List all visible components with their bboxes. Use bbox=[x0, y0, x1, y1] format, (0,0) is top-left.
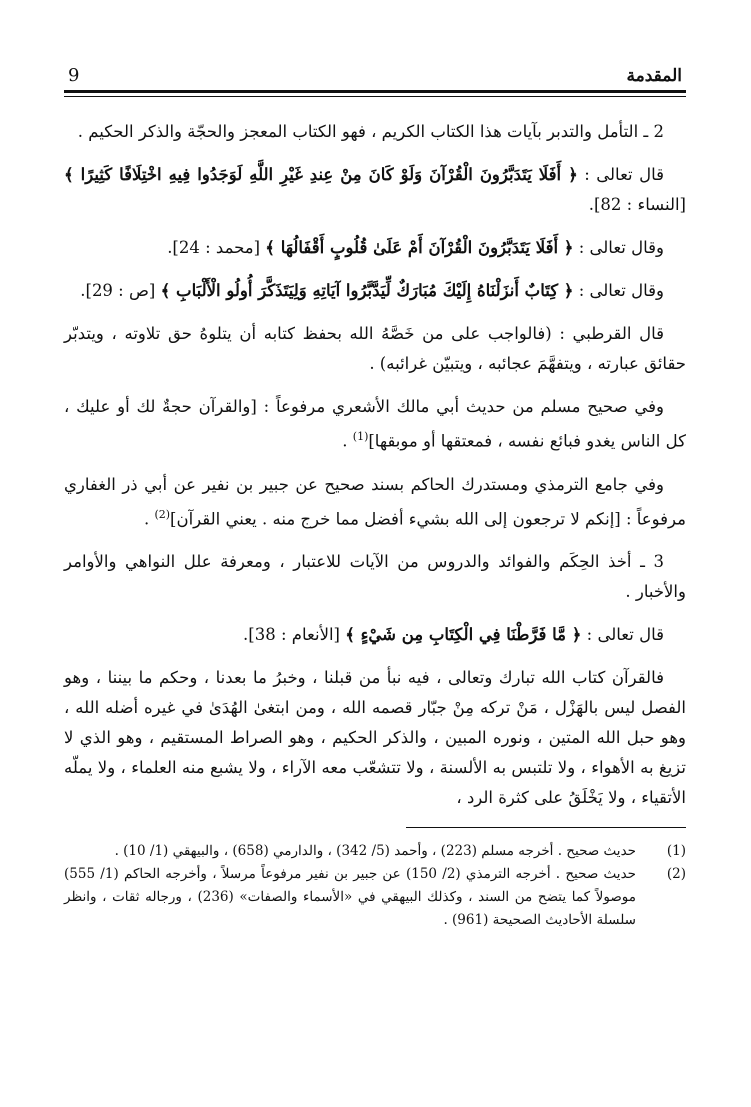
quran-verse: ﴿ مَّا فَرَّطْنَا فِي الْكِتَابِ مِن شَيْءٍ ﴾ bbox=[345, 625, 582, 644]
footnote-number: (2) bbox=[666, 866, 686, 882]
paragraph: قال القرطبي : (فالواجب على من خَصَّهُ الله بحفظ كتابه أن يتلوهُ حق تلاوته ، ويتدبّر حقائق عبارته ، ويتفهَّمَ عجائبه ، ويتبيّن غرائبه) . bbox=[64, 324, 686, 373]
chapter-title: المقدمة bbox=[626, 66, 682, 86]
verse-reference: [النساء : 82]. bbox=[588, 195, 686, 214]
footnote-number: (1) bbox=[666, 843, 686, 859]
paragraph-verse: وقال تعالى : ﴿ كِتَابٌ أَنزَلْنَاهُ إِلَيْكَ مُبَارَكٌ لِّيَدَّبَّرُوا آيَاتِهِ وَلِيَتَذَكَّرَ أُولُو الْأَلْبَابِ ﴾ [ص : 29]. bbox=[80, 281, 664, 300]
quran-verse: ﴿ أَفَلَا يَتَدَبَّرُونَ الْقُرْآنَ وَلَوْ كَانَ مِنْ عِندِ غَيْرِ اللَّهِ لَوَجَدُوا فِيهِ اخْتِلَافًا كَثِيرًا ﴾ bbox=[64, 165, 578, 184]
page-number: 9 bbox=[68, 65, 80, 86]
footnote-rule bbox=[406, 827, 686, 828]
paragraph: 3 ـ أخذ الحِكَم والفوائد والدروس من الآيات للاعتبار ، ومعرفة علل النواهي والأوامر والأخبار . bbox=[64, 552, 686, 601]
quran-verse: ﴿ كِتَابٌ أَنزَلْنَاهُ إِلَيْكَ مُبَارَكٌ لِّيَدَّبَّرُوا آيَاتِهِ وَلِيَتَذَكَّرَ أُولُو الْأَلْبَابِ ﴾ bbox=[160, 281, 574, 300]
footnote bbox=[64, 840, 686, 863]
paragraph: فالقرآن كتاب الله تبارك وتعالى ، فيه نبأ من قبلنا ، وخبرُ ما بعدنا ، وحكم ما بيننا ، وهو الفصل ليس بالهَزْل ، مَنْ تركه مِنْ جبّار قصمه الله ، ومن ابتغىٰ الهُدَىٰ في غيره أضله الله ، وهو حبل الله المتين ، ونوره المبين ، والذكر الحكيم ، وهو الصراط المستقيم ، وهو الذي لا تزيغ به الأهواء ، ولا تلتبس به الألسنة ، ولا تتشعّب معه الآراء ، ولا يشبع منه العلماء ، ولا يملّه الأتقياء ، ولا يَخْلَقُ على كثرة الرد ، bbox=[64, 668, 686, 807]
paragraph-verse: قال تعالى : ﴿ أَفَلَا يَتَدَبَّرُونَ الْقُرْآنَ وَلَوْ كَانَ مِنْ عِندِ غَيْرِ اللَّهِ لَوَجَدُوا فِيهِ اخْتِلَافًا كَثِيرًا ﴾ [النساء : 82]. bbox=[64, 165, 686, 214]
paragraph-verse: وقال تعالى : ﴿ أَفَلَا يَتَدَبَّرُونَ الْقُرْآنَ أَمْ عَلَىٰ قُلُوبٍ أَقْفَالُهَا ﴾ [محمد : 24]. bbox=[167, 238, 664, 257]
quran-verse: ﴿ أَفَلَا يَتَدَبَّرُونَ الْقُرْآنَ أَمْ عَلَىٰ قُلُوبٍ أَقْفَالُهَا ﴾ bbox=[265, 238, 574, 257]
footnote-text: حديث صحيح . أخرجه مسلم (223) ، وأحمد (5/ 342) ، والدارمي (658) ، والبيهقي (1/ 10) . bbox=[114, 843, 636, 859]
main-text bbox=[64, 117, 686, 813]
footnote-marker[interactable]: (1) bbox=[352, 430, 369, 443]
paragraph: وفي صحيح مسلم من حديث أبي مالك الأشعري مرفوعاً : [والقرآن حجةٌ لك أو عليك ، كل الناس يغدو فبائع نفسه ، فمعتقها أو موبقها]$^{(1)}$ . bbox=[64, 397, 686, 451]
footnotes bbox=[64, 840, 686, 932]
paragraph: وفي جامع الترمذي ومستدرك الحاكم بسند صحيح عن جبير بن نفير عن أبي ذر الغفاري مرفوعاً : [إنكم لا ترجعون إلى الله بشيء أفضل مما خرج منه . يعني القرآن]$^{(2)}$ . bbox=[64, 474, 686, 528]
book-page bbox=[64, 52, 686, 932]
paragraph: 2 ـ التأمل والتدبر بآيات هذا الكتاب الكريم ، فهو الكتاب المعجز والحجّة والذكر الحكيم . bbox=[77, 122, 664, 141]
paragraph-verse: قال تعالى : ﴿ مَّا فَرَّطْنَا فِي الْكِتَابِ مِن شَيْءٍ ﴾ [الأنعام : 38]. bbox=[243, 625, 664, 644]
verse-reference: [الأنعام : 38]. bbox=[243, 625, 346, 644]
page-header bbox=[64, 52, 686, 86]
footnote bbox=[64, 863, 686, 932]
verse-reference: [محمد : 24]. bbox=[167, 238, 266, 257]
footnote-text: حديث صحيح . أخرجه الترمذي (2/ 150) عن جبير بن نفير مرفوعاً مرسلاً ، وأخرجه الحاكم (1/ 555) موصولاً كما يتضح من السند ، وكذلك البيهقي في «الأسماء والصفات» (236) ، ورجاله ثقات ، وانظر سلسلة الأحاديث الصحيحة (961) . bbox=[64, 866, 636, 928]
verse-reference: [ص : 29]. bbox=[80, 281, 161, 300]
header-rule bbox=[64, 90, 686, 97]
footnote-marker[interactable]: (2) bbox=[154, 507, 171, 521]
